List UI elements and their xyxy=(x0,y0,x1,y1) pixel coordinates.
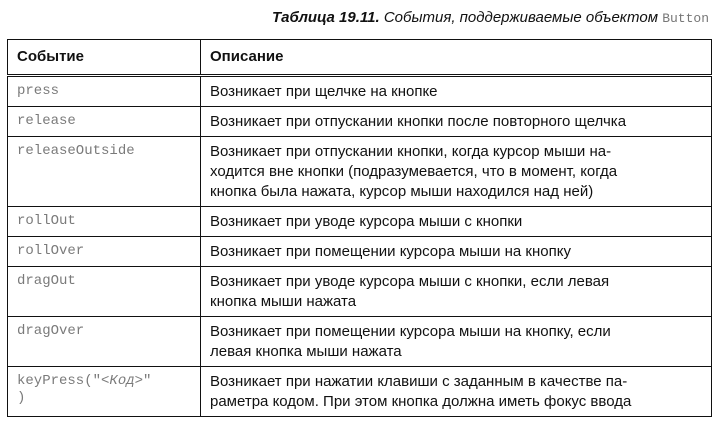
table-row xyxy=(8,267,712,317)
event-name: dragOver xyxy=(8,317,201,367)
event-description: Возникает при помещении курсора мыши на кнопку, если левая кнопка мыши нажата xyxy=(201,317,712,367)
event-name: releaseOutside xyxy=(8,137,201,207)
table-row xyxy=(8,317,712,367)
event-name: dragOut xyxy=(8,267,201,317)
caption-number: Таблица 19.11. xyxy=(271,9,380,26)
event-description: Возникает при нажатии клавиши с заданным в качестве па- раметра кодом. При этом кнопка должна иметь фокус ввода xyxy=(201,367,712,417)
header-row xyxy=(8,40,712,76)
table-row xyxy=(8,207,712,237)
event-name: rollOut xyxy=(8,207,201,237)
table-row xyxy=(8,237,712,267)
event-name: press xyxy=(8,76,201,107)
events-table xyxy=(7,39,712,417)
caption-text: События, поддерживаемые объектом xyxy=(383,9,659,26)
event-description: Возникает при отпускании кнопки после повторного щелчка xyxy=(201,107,712,137)
table-row xyxy=(8,367,712,417)
event-description: Возникает при уводе курсора мыши с кнопки xyxy=(201,207,712,237)
table-caption xyxy=(272,9,709,26)
header-event: Событие xyxy=(8,40,201,76)
table-row xyxy=(8,76,712,107)
caption-object: Button xyxy=(662,11,709,26)
event-prefix: keyPress("< xyxy=(17,373,110,389)
event-name: release xyxy=(8,107,201,137)
header-description: Описание xyxy=(201,40,712,76)
event-description: Возникает при отпускании кнопки, когда курсор мыши на- ходится вне кнопки (подразумевается, что в момент, когда кнопка была нажата, курсор мыши находился над ней) xyxy=(201,137,712,207)
event-code-placeholder: Код xyxy=(109,373,135,389)
table-row xyxy=(8,137,712,207)
event-description: Возникает при щелчке на кнопке xyxy=(201,76,712,107)
event-description: Возникает при помещении курсора мыши на кнопку xyxy=(201,237,712,267)
event-name xyxy=(8,367,201,417)
table-row xyxy=(8,107,712,137)
event-name: rollOver xyxy=(8,237,201,267)
event-description: Возникает при уводе курсора мыши с кнопки, если левая кнопка мыши нажата xyxy=(201,267,712,317)
event-suffix: >" ) xyxy=(17,373,152,406)
